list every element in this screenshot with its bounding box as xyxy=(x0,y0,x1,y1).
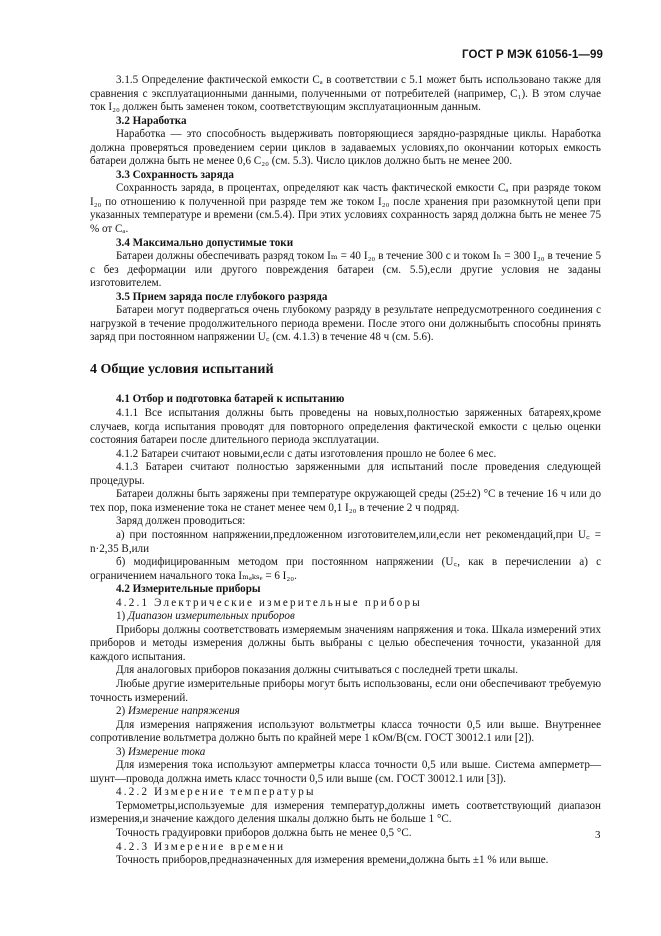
paragraph: Заряд должен проводиться: xyxy=(116,515,246,528)
clause-heading-text: 4.2.2 Измерение температуры xyxy=(116,786,316,799)
list-number: 3) xyxy=(116,745,126,758)
document-body xyxy=(90,74,601,868)
paragraph: 4.1.1 Все испытания должны быть проведены на новых,полностью заряженных батареях,кроме случаев, когда испытания проводят для повторного определения фактической емкости с целью оценки состояния батареи после длительного периода эксплуатации. xyxy=(90,407,601,447)
paragraph: Любые другие измерительные приборы могут быть использованы, если они обеспечивают требуемую точность измерений. xyxy=(90,677,601,704)
list-number: 2) xyxy=(116,705,126,718)
page-number: 3 xyxy=(595,829,601,841)
list-subheading-text: Диапазон измерительных приборов xyxy=(128,610,295,623)
subsection-heading: 3.2 Наработка xyxy=(116,114,187,127)
paragraph: а) при постоянном напряжении,предложенном изготовителем,или,если нет рекомендаций,при U꜀ = n·2,35 В,или xyxy=(90,528,601,555)
subsection-heading: 3.4 Максимально допустимые токи xyxy=(116,236,294,249)
paragraph: Батареи могут подвергаться очень глубокому разряду в результате непредусмотренного соединения с нагрузкой в течение продолжительного периода времени. После этого они должныбыть способны принять заряд при постоянном напряжении U꜀ (см. 4.1.3) в течение 48 ч (см. 5.6). xyxy=(90,304,601,344)
clause-heading xyxy=(90,786,601,800)
subsection-heading: 3.3 Сохранность заряда xyxy=(116,168,234,181)
paragraph: 4.1.2 Батареи считают новыми,если с даты изготовления прошло не более 6 мес. xyxy=(116,447,497,460)
paragraph: Для измерения напряжения используют вольтметры класса точности 0,5 или выше. Внутреннее сопротивление вольтметра должно быть по крайней мере 1 кОм/В(см. ГОСТ 30012.1 или [2]). xyxy=(90,718,601,745)
paragraph: Батареи должны обеспечивать разряд током Iₘ = 40 I₂₀ в течение 300 с и током Iₕ = 300 I₂₀ в течение 5 с без деформации или другого повреждения батареи (см. 5.5),если другие условия не заданы изготовителем. xyxy=(90,250,601,290)
list-subheading xyxy=(90,610,601,624)
clause-heading-text: 4.2.3 Измерение времени xyxy=(116,840,286,853)
paragraph: б) модифицированным методом при постоянном напряжении (U꜀, как в перечислении а) с ограничением начального тока Iₘₐₖₛₑ = 6 I₂₀. xyxy=(90,556,601,582)
paragraph: Точность приборов,предназначенных для измерения времени,должна быть ±1 % или выше. xyxy=(116,854,549,867)
paragraph: 3.1.5 Определение фактической емкости Cₐ в соответствии с 5.1 может быть использовано также для сравнения с эксплуатационными данными, полученными от потребителей (например, C₁). В этом случае ток I₂₀ должен быть заменен током, соответствующим эксплуатационным данным. xyxy=(90,74,601,114)
list-subheading-text: Измерение напряжения xyxy=(128,705,240,718)
subsection-heading: 4.2 Измерительные приборы xyxy=(116,583,261,596)
list-subheading xyxy=(90,705,601,719)
running-header: ГОСТ Р МЭК 61056-1—99 xyxy=(462,49,603,61)
paragraph: Батареи должны быть заряжены при температуре окружающей среды (25±2) °С в течение 16 ч или до тех пор, пока изменение тока не станет менее чем 0,1 I₂₀ в течение 2 ч подряд. xyxy=(90,488,601,514)
clause-heading xyxy=(90,841,601,855)
paragraph: Приборы должны соответствовать измеряемым значениям напряжения и тока. Шкала измерений этих приборов и методы измерения должны быть выбраны с целью обеспечения точности, указанной для каждого испытания. xyxy=(90,623,601,663)
paragraph: Наработка — это способность выдерживать повторяющиеся зарядно-разрядные циклы. Наработка должна проверяться проведением серии циклов в задаваемых условиях,по окончании которых емкость батареи должна быть не менее 0,6 C₂₀ (см. 5.3). Число циклов должно быть не менее 200. xyxy=(90,128,601,168)
subsection-heading: 3.5 Прием заряда после глубокого разряда xyxy=(116,290,328,303)
clause-heading-text: 4.2.1 Электрические измерительные приборы xyxy=(116,596,422,609)
paragraph: Термометры,используемые для измерения температур,должны иметь соответствующий диапазон измерения,и значение каждого деления шкалы должно быть не больше 1 °С. xyxy=(90,799,601,826)
list-subheading-text: Измерение тока xyxy=(128,745,206,758)
subsection-heading: 4.1 Отбор и подготовка батарей к испытанию xyxy=(116,393,345,406)
section-heading: 4 Общие условия испытаний xyxy=(90,361,274,377)
paragraph: 4.1.3 Батареи считают полностью заряженными для испытаний после проведения следующей процедуры. xyxy=(90,461,601,487)
paragraph: Для аналоговых приборов показания должны считываться с последней трети шкалы. xyxy=(116,664,519,677)
paragraph: Для измерения тока используют амперметры класса точности 0,5 или выше. Система амперметр—шунт—провода должна иметь класс точности 0,5 или выше (см. ГОСТ 30012.1 или [3]). xyxy=(90,759,601,785)
list-number: 1) xyxy=(116,610,126,623)
clause-heading xyxy=(90,597,601,611)
paragraph: Точность градуировки приборов должна быть не менее 0,5 °С. xyxy=(116,826,412,839)
list-subheading xyxy=(90,746,601,760)
paragraph: Сохранность заряда, в процентах, определяют как часть фактической емкости Cₐ при разряде током I₂₀ по отношению к полученной при разряде тем же током I₂₀ после хранения при разомкнутой цепи при указанных температуре и времени (см.5.4). При этих условиях сохранность заряд должна быть не менее 75 % от Cₐ. xyxy=(90,182,601,236)
